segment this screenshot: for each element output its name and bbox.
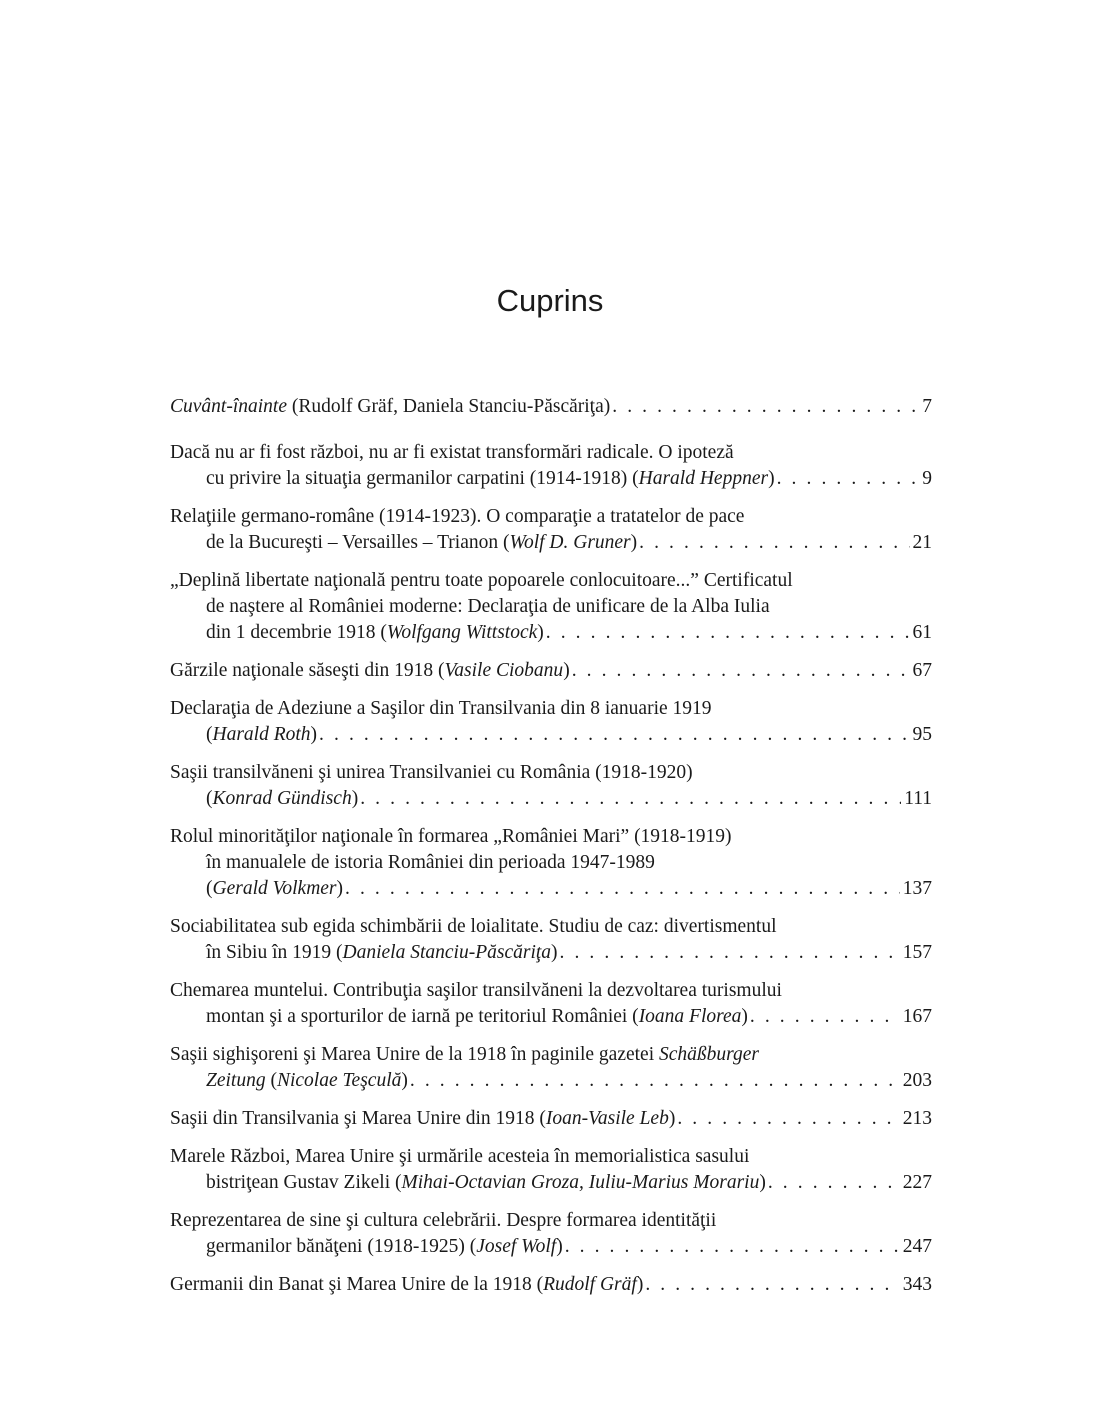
- toc-entry-text: [170, 568, 793, 594]
- text: ): [537, 622, 544, 643]
- italic-text: Rudolf Gräf: [543, 1274, 637, 1295]
- text: Rolul minorităţilor naţionale în formarea „României Mari” (1918-1919): [170, 826, 732, 847]
- text: Gărzile naţionale săseşti din 1918 (: [170, 660, 445, 681]
- dot-leader: [560, 940, 900, 966]
- italic-text: Gerald Volkmer: [212, 878, 337, 899]
- toc-entry-text: [170, 696, 712, 722]
- toc-entry-text: [206, 1234, 563, 1260]
- text: ): [336, 878, 344, 899]
- dot-leader: [410, 1068, 900, 1094]
- toc-entry-line: [170, 1272, 932, 1298]
- dot-leader: [750, 1004, 900, 1030]
- italic-text: Harald Roth: [212, 724, 311, 745]
- page-number: 7: [922, 396, 932, 417]
- toc-entry-line: [170, 594, 932, 620]
- italic-text: Nicolae Teşculă: [276, 1070, 402, 1091]
- toc-entry-line: [170, 1042, 932, 1068]
- toc-entry: [170, 394, 932, 420]
- toc-entry-text: [206, 722, 317, 748]
- text: de la Bucureşti – Versailles – Trianon (: [206, 532, 510, 553]
- page-number: 21: [912, 532, 932, 553]
- text: (Rudolf Gräf, Daniela Stanciu-Păscăriţa): [286, 396, 611, 417]
- text: ): [759, 1172, 766, 1193]
- text: (: [206, 878, 213, 899]
- toc-entry: [170, 914, 932, 966]
- page-number: 227: [902, 1172, 932, 1193]
- toc-entry-line: [170, 1170, 932, 1196]
- toc-entry-line: [170, 1144, 932, 1170]
- toc-entry: [170, 440, 932, 492]
- dot-leader: [319, 722, 909, 748]
- toc-entry: [170, 1106, 932, 1132]
- toc-entry: [170, 1144, 932, 1196]
- italic-text: Mihai-Octavian Groza, Iuliu-Marius Morariu: [401, 1172, 760, 1193]
- dot-leader: [345, 876, 900, 902]
- italic-text: Konrad Gündisch: [212, 788, 352, 809]
- toc-entry: [170, 824, 932, 902]
- table-of-contents: [170, 394, 932, 1310]
- text: ): [741, 1006, 748, 1027]
- italic-text: Ioan-Vasile Leb: [545, 1108, 669, 1129]
- toc-entry-text: [170, 1106, 675, 1132]
- italic-text: Josef Wolf: [476, 1236, 557, 1257]
- text: Relaţiile germano-române (1914-1923). O comparaţie a tratatelor de pace: [170, 506, 745, 527]
- text: Dacă nu ar fi fost război, nu ar fi existat transformări radicale. O ipoteză: [170, 442, 734, 463]
- toc-entry-text: [206, 1170, 766, 1196]
- toc-entry: [170, 760, 932, 812]
- toc-entry-text: [170, 1144, 749, 1170]
- text: cu privire la situaţia germanilor carpatini (1914-1918) (: [206, 468, 639, 489]
- text: ): [630, 532, 638, 553]
- toc-entry-line: [170, 1106, 932, 1132]
- toc-entry: [170, 1042, 932, 1094]
- dot-leader: [645, 1272, 899, 1298]
- italic-text: Schäßburger: [659, 1044, 760, 1065]
- dot-leader: [546, 620, 910, 646]
- toc-entry-line: [170, 786, 932, 812]
- text: Saşii din Transilvania şi Marea Unire din 1918 (: [170, 1108, 546, 1129]
- toc-entry-line: [170, 394, 932, 420]
- text: Sociabilitatea sub egida schimbării de loialitate. Studiu de caz: divertismentul: [170, 916, 777, 937]
- toc-entry-line: [170, 504, 932, 530]
- text: ): [310, 724, 318, 745]
- toc-entry: [170, 1272, 932, 1298]
- italic-text: Zeitung: [206, 1070, 266, 1091]
- dot-leader: [360, 786, 901, 812]
- toc-entry: [170, 978, 932, 1030]
- page-number: 203: [902, 1070, 932, 1091]
- text: în Sibiu în 1919 (: [206, 942, 343, 963]
- toc-entry-text: [206, 876, 343, 902]
- text: ): [768, 468, 775, 489]
- toc-entry-line: [170, 1004, 932, 1030]
- page-number: 111: [904, 788, 932, 809]
- toc-entry-line: [170, 940, 932, 966]
- text: ): [556, 1236, 563, 1257]
- italic-text: Wolf D. Gruner: [509, 532, 631, 553]
- page-number: 343: [902, 1274, 932, 1295]
- toc-entry-text: [170, 1208, 716, 1234]
- text: (: [206, 788, 213, 809]
- text: ): [636, 1274, 644, 1295]
- toc-entry-line: [170, 530, 932, 556]
- toc-entry-line: [170, 978, 932, 1004]
- toc-entry-line: [170, 1234, 932, 1260]
- toc-entry-line: [170, 620, 932, 646]
- italic-text: Cuvânt-înainte: [170, 396, 287, 417]
- italic-text: Harald Heppner: [638, 468, 769, 489]
- toc-entry-line: [170, 722, 932, 748]
- text: ): [401, 1070, 408, 1091]
- italic-text: Daniela Stanciu-Păscăriţa: [342, 942, 552, 963]
- page-title: Cuprins: [496, 283, 604, 318]
- toc-entry-line: [170, 440, 932, 466]
- page-number: 95: [912, 724, 932, 745]
- toc-entry-line: [170, 658, 932, 684]
- toc-entry-text: [206, 1068, 408, 1094]
- text: bistriţean Gustav Zikeli (: [206, 1172, 402, 1193]
- page-number: 247: [902, 1236, 932, 1257]
- toc-entry-text: [170, 394, 610, 420]
- toc-entry-text: [206, 620, 544, 646]
- toc-entry-line: [170, 914, 932, 940]
- text: „Deplină libertate naţională pentru toate popoarele conlocuitoare...” Certificatul: [170, 570, 793, 591]
- toc-entry-line: [170, 824, 932, 850]
- toc-entry-line: [170, 466, 932, 492]
- text: montan şi a sporturilor de iarnă pe teritoriul României (: [206, 1006, 639, 1027]
- text: Saşii sighişoreni şi Marea Unire de la 1918 în paginile gazetei: [170, 1044, 659, 1065]
- dot-leader: [768, 1170, 900, 1196]
- toc-entry-text: [206, 466, 775, 492]
- text: Reprezentarea de sine şi cultura celebrării. Despre formarea identităţii: [170, 1210, 717, 1231]
- toc-entry-line: [170, 760, 932, 786]
- toc-entry-text: [170, 504, 744, 530]
- toc-entry-line: [170, 1208, 932, 1234]
- toc-entry-text: [170, 978, 782, 1004]
- dot-leader: [572, 658, 910, 684]
- toc-entry: [170, 696, 932, 748]
- toc-entry-text: [206, 850, 655, 876]
- text: ): [551, 942, 558, 963]
- toc-entry-text: [170, 760, 693, 786]
- page-number: 167: [902, 1006, 932, 1027]
- page-number: 61: [912, 622, 932, 643]
- text: (: [206, 724, 213, 745]
- toc-entry-text: [206, 530, 637, 556]
- toc-entry: [170, 568, 932, 646]
- page-number: 137: [902, 878, 932, 899]
- toc-entry-text: [170, 1042, 759, 1068]
- text: în manualele de istoria României din perioada 1947-1989: [206, 852, 655, 873]
- page-number: 213: [902, 1108, 932, 1129]
- toc-entry-line: [170, 876, 932, 902]
- dot-leader: [677, 1106, 899, 1132]
- toc-entry-line: [170, 568, 932, 594]
- text: Chemarea muntelui. Contribuţia saşilor transilvăneni la dezvoltarea turismului: [170, 980, 782, 1001]
- dot-leader: [639, 530, 909, 556]
- toc-entry-text: [206, 594, 770, 620]
- toc-entry: [170, 658, 932, 684]
- italic-text: Wolfgang Wittstock: [386, 622, 538, 643]
- toc-entry-text: [170, 440, 734, 466]
- dot-leader: [565, 1234, 900, 1260]
- toc-entry-text: [170, 658, 570, 684]
- italic-text: Vasile Ciobanu: [444, 660, 564, 681]
- text: Marele Război, Marea Unire şi urmările acesteia în memorialistica sasului: [170, 1146, 750, 1167]
- toc-entry: [170, 504, 932, 556]
- toc-entry-text: [206, 940, 558, 966]
- toc-entry-line: [170, 696, 932, 722]
- text: Saşii transilvăneni şi unirea Transilvaniei cu România (1918-1920): [170, 762, 693, 783]
- toc-entry-text: [206, 1004, 748, 1030]
- text: de naştere al României moderne: Declaraţia de unificare de la Alba Iulia: [206, 596, 770, 617]
- text: germanilor bănăţeni (1918-1925) (: [206, 1236, 477, 1257]
- toc-entry-text: [170, 1272, 643, 1298]
- text: (: [265, 1070, 277, 1091]
- text: ): [668, 1108, 676, 1129]
- page-number: 67: [912, 660, 932, 681]
- dot-leader: [777, 466, 920, 492]
- italic-text: Ioana Florea: [638, 1006, 742, 1027]
- text: ): [563, 660, 570, 681]
- page-number: 157: [902, 942, 932, 963]
- toc-entry-text: [170, 914, 777, 940]
- toc-entry-line: [170, 1068, 932, 1094]
- page-number: 9: [922, 468, 932, 489]
- text: ): [351, 788, 359, 809]
- dot-leader: [612, 394, 919, 420]
- toc-entry: [170, 1208, 932, 1260]
- toc-entry-text: [170, 824, 732, 850]
- text: Declaraţia de Adeziune a Saşilor din Transilvania din 8 ianuarie 1919: [170, 698, 712, 719]
- toc-entry-line: [170, 850, 932, 876]
- text: din 1 decembrie 1918 (: [206, 622, 387, 643]
- toc-entry-text: [206, 786, 358, 812]
- text: Germanii din Banat şi Marea Unire de la 1918 (: [170, 1274, 544, 1295]
